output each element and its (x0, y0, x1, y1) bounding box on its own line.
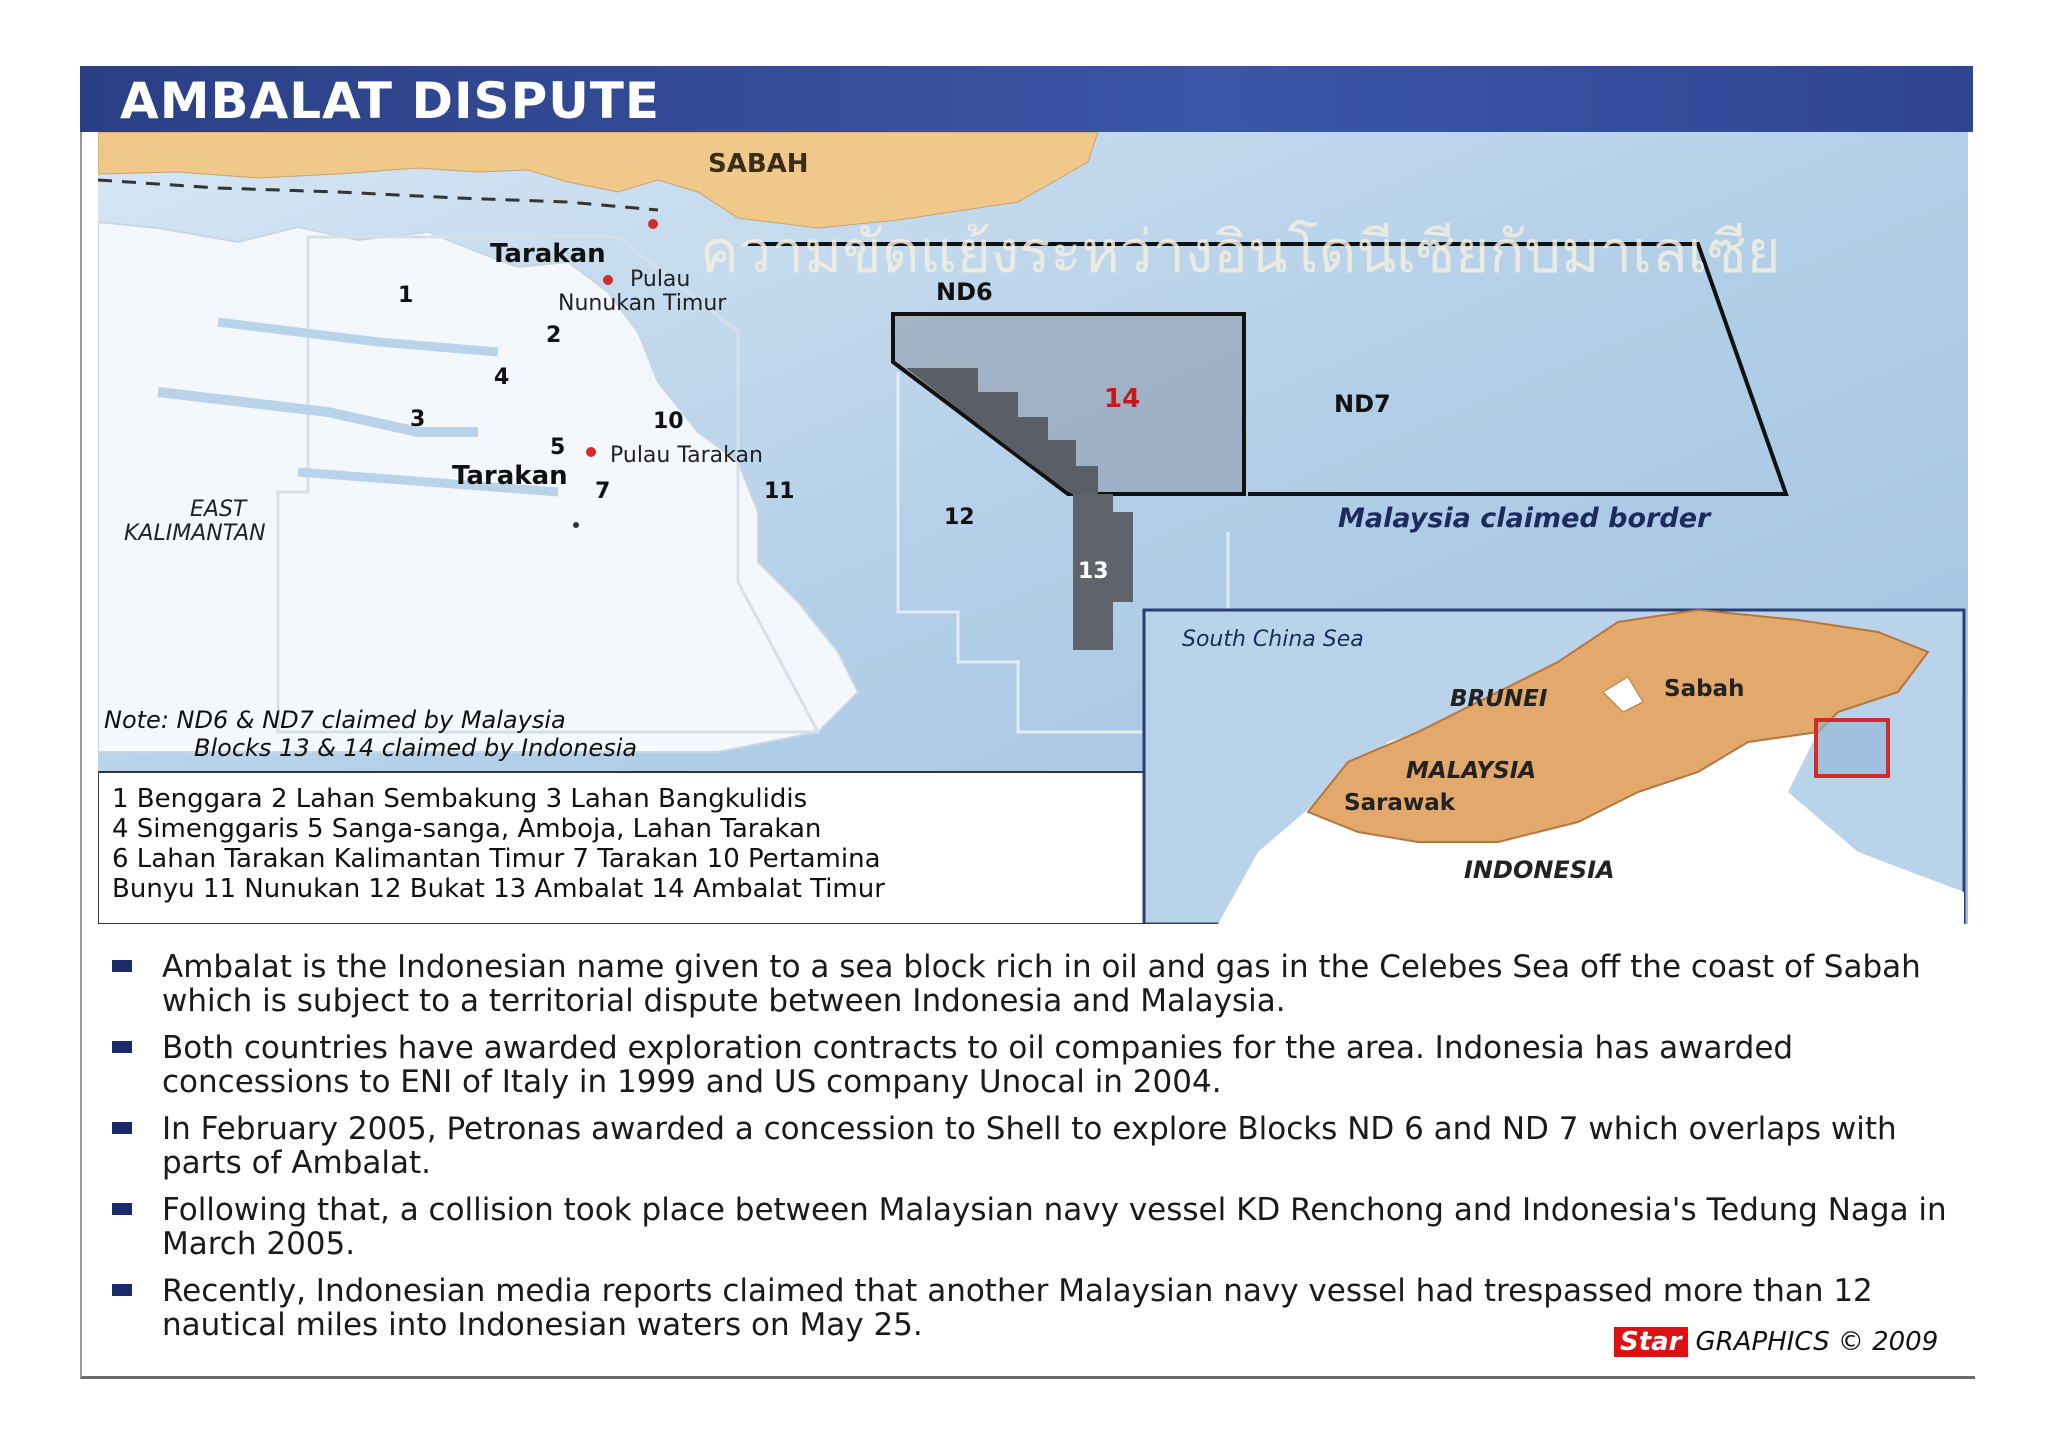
label-pulau-tarakan: Pulau Tarakan (610, 443, 763, 468)
inset-map (1144, 610, 1964, 924)
location-dot-block-7 (573, 522, 579, 528)
credit-text: GRAPHICS © 2009 (1695, 1327, 1939, 1357)
star-logo: Star (1614, 1327, 1688, 1357)
note-line-2: Blocks 13 & 14 claimed by Indonesia (194, 734, 638, 762)
label-block-2: 2 (546, 323, 562, 348)
bullet-icon (112, 1203, 132, 1215)
location-dot-pulau-nunukan (603, 275, 613, 285)
legend-line: Bunyu 11 Nunukan 12 Bukat 13 Ambalat 14 Ambalat Timur (112, 874, 885, 904)
inset-label-south-china-sea: South China Sea (1182, 627, 1364, 652)
label-nd6: ND6 (936, 278, 993, 306)
inset-label-sabah: Sabah (1664, 676, 1745, 702)
list-item (110, 1031, 1960, 1099)
label-pulau: Pulau (630, 267, 691, 292)
legend-line: 4 Simenggaris 5 Sanga-sanga, Amboja, Lahan Tarakan (112, 814, 822, 844)
label-block-4: 4 (494, 365, 510, 390)
label-block-11: 11 (764, 479, 795, 504)
list-item (110, 950, 1960, 1018)
thai-overlay-caption: ความขัดแย้งระหว่างอินโดนีเซียกับมาเลเซีย (700, 218, 1781, 286)
block-legend (112, 784, 885, 904)
label-block-10: 10 (653, 409, 684, 434)
inset-label-malaysia: MALAYSIA (1406, 758, 1537, 784)
label-tarakan-top: Tarakan (490, 239, 606, 269)
inset-label-brunei: BRUNEI (1450, 686, 1548, 712)
label-nd7: ND7 (1334, 390, 1391, 418)
label-block-7: 7 (595, 479, 611, 504)
bullet-list (110, 950, 1960, 1355)
bullet-text: Both countries have awarded exploration contracts to oil companies for the area. Indonesia has awarded concessions to ENI of Italy in 1999 and US company Unocal in 2004. (162, 1030, 1794, 1100)
location-dot-pulau-tarakan (586, 447, 596, 457)
legend-line: 1 Benggara 2 Lahan Sembakung 3 Lahan Bangkulidis (112, 784, 808, 814)
title-bar (80, 66, 1973, 132)
page-title: AMBALAT DISPUTE (120, 72, 661, 130)
bullet-icon (112, 1284, 132, 1296)
bullet-icon (112, 1041, 132, 1053)
bullet-icon (112, 960, 132, 972)
bullet-text: Ambalat is the Indonesian name given to a sea block rich in oil and gas in the Celebes Sea off the coast of Sabah which is subject to a territorial dispute between Indonesia and Malaysia. (162, 949, 1921, 1019)
label-block-5: 5 (550, 435, 566, 460)
list-item (110, 1193, 1960, 1261)
label-malaysia-claimed-border: Malaysia claimed border (1338, 503, 1711, 534)
note-line-1: Note: ND6 & ND7 claimed by Malaysia (104, 706, 566, 734)
bullet-text: Following that, a collision took place between Malaysian navy vessel KD Renchong and Indonesia's Tedung Naga in March 2005. (162, 1192, 1947, 1262)
label-block-3: 3 (410, 407, 426, 432)
label-tarakan-bottom: Tarakan (452, 461, 568, 491)
label-block-12: 12 (944, 505, 975, 530)
graphics-credit (1614, 1327, 1938, 1357)
legend-line: 6 Lahan Tarakan Kalimantan Timur 7 Tarakan 10 Pertamina (112, 844, 881, 874)
label-nunukan-timur: Nunukan Timur (558, 291, 727, 316)
inset-label-sarawak: Sarawak (1344, 790, 1456, 816)
bullet-icon (112, 1122, 132, 1134)
location-dot-tarakan-top (648, 219, 658, 229)
label-block-1: 1 (398, 283, 414, 308)
inset-highlight-box (1816, 720, 1888, 776)
label-block-14: 14 (1104, 384, 1141, 414)
bullet-text: In February 2005, Petronas awarded a concession to Shell to explore Blocks ND 6 and ND 7 which overlaps with parts of Ambalat. (162, 1111, 1897, 1181)
list-item (110, 1112, 1960, 1180)
inset-label-indonesia: INDONESIA (1464, 856, 1615, 884)
bullet-text: Recently, Indonesian media reports claimed that another Malaysian navy vessel had trespassed more than 12 nautical miles into Indonesian waters on May 25. (162, 1273, 1873, 1343)
label-east: EAST (190, 497, 247, 522)
label-kalimantan: KALIMANTAN (124, 521, 266, 546)
label-sabah: SABAH (708, 149, 809, 179)
label-block-13: 13 (1078, 559, 1109, 584)
